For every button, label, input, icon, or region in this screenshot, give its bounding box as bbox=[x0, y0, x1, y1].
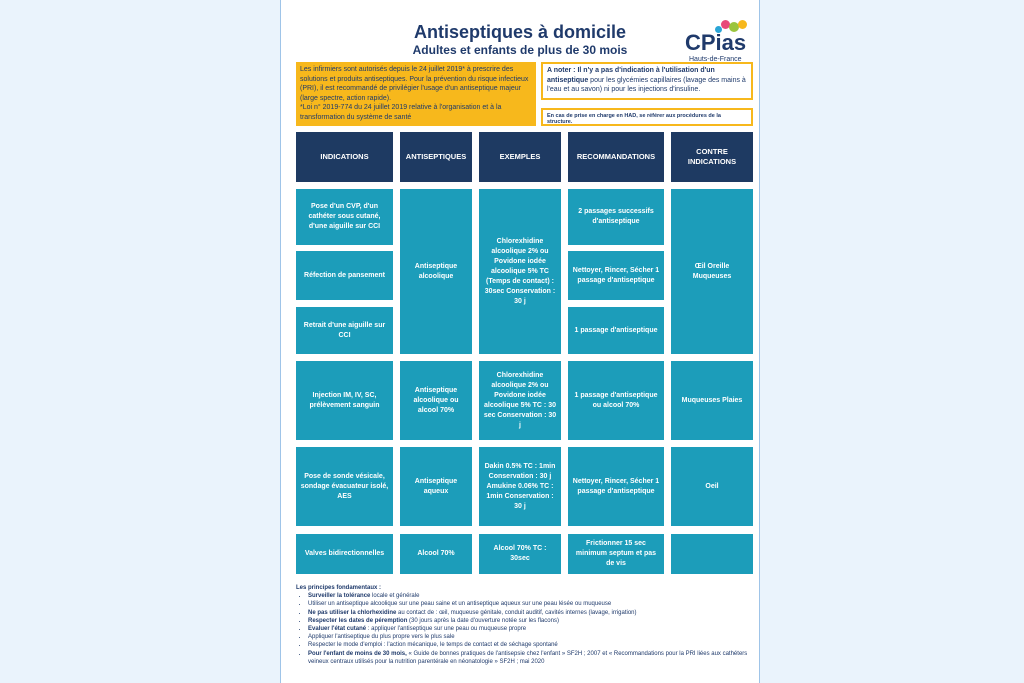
note-bold: pas d'indication à l'utilisation d'un antiseptique bbox=[547, 67, 715, 84]
note-suffix: pour les glycémies capillaires (lavage des mains à l'eau et au savon) ni pour les injections d'insuline. bbox=[547, 76, 746, 93]
cell-r2-exemples: Chlorexhidine alcoolique 2% ou Povidone iodée alcoolique 5% TC : 30 sec Conservation : 30 j bbox=[479, 361, 561, 440]
cell-r1-contre-indication: Œil Oreille Muqueuses bbox=[671, 189, 753, 354]
header-antiseptiques: ANTISEPTIQUES bbox=[400, 132, 472, 182]
document-page bbox=[280, 0, 760, 683]
cpias-logo bbox=[683, 20, 753, 66]
cell-r2-indication: Injection IM, IV, SC, prélèvement sanguin bbox=[296, 361, 393, 440]
cell-r3-contre-indication: Oeil bbox=[671, 447, 753, 526]
cell-r4-indication: Valves bidirectionnelles bbox=[296, 534, 393, 574]
cell-r3-antiseptique: Antiseptique aqueux bbox=[400, 447, 472, 526]
cell-r1-exemples: Chlorexhidine alcoolique 2% ou Povidone iodée alcoolique 5% TC (Temps de contact) : 30sec Conservation : 30 j bbox=[479, 189, 561, 354]
cell-r1-recommandation-c: 1 passage d'antiseptique bbox=[568, 307, 664, 354]
principles-title: Les principes fondamentaux : bbox=[296, 585, 382, 591]
had-box: En cas de prise en charge en HAD, se référer aux procédures de la structure. bbox=[541, 108, 753, 126]
info-box bbox=[296, 62, 536, 126]
note-prefix: A noter : Il n'y a bbox=[547, 67, 601, 74]
cell-r3-indication: Pose de sonde vésicale, sondage évacuateur isolé, AES bbox=[296, 447, 393, 526]
header-indications: INDICATIONS bbox=[296, 132, 393, 182]
info-text: Les infirmiers sont autorisés depuis le 24 juillet 2019* à prescrire des solutions et produits antiseptiques. Pour la prévention du risque infectieux (PRI), il est recommandé de privilégier l'usage d'un antiseptique majeur (large spectre, action rapide). bbox=[300, 66, 529, 102]
header-recommandations: RECOMMANDATIONS bbox=[568, 132, 664, 182]
cell-r4-exemples: Alcool 70% TC : 30sec bbox=[479, 534, 561, 574]
header-contre-indications: CONTRE INDICATIONS bbox=[671, 132, 753, 182]
principles-list bbox=[296, 592, 756, 666]
logo-subtext: Hauts-de-France bbox=[689, 56, 742, 63]
logo-text: CPias bbox=[685, 30, 747, 55]
cell-r1-recommandation-a: 2 passages successifs d'antiseptique bbox=[568, 189, 664, 245]
cell-r3-recommandation: Nettoyer, Rincer, Sécher 1 passage d'antiseptique bbox=[568, 447, 664, 526]
cell-r4-contre-indication bbox=[671, 534, 753, 574]
cell-r4-recommandation: Frictionner 15 sec minimum septum et pas de vis bbox=[568, 534, 664, 574]
page-title: Antiseptiques à domicile bbox=[413, 22, 627, 42]
cell-r1-indication-a: Pose d'un CVP, d'un cathéter sous cutané, d'une aiguille sur CCI bbox=[296, 189, 393, 245]
cell-r3-exemples: Dakin 0.5% TC : 1min Conservation : 30 j Amukine 0.06% TC : 1min Conservation : 30 j bbox=[479, 447, 561, 526]
principle-item: • Appliquer l'antiseptique du plus propre vers le plus sale bbox=[308, 633, 756, 641]
principle-item: • Respecter le mode d'emploi : l'action mécanique, le temps de contact et de séchage spontané bbox=[308, 641, 756, 649]
cell-r1-antiseptique: Antiseptique alcoolique bbox=[400, 189, 472, 354]
principles-section bbox=[296, 584, 756, 666]
principle-item: • Utiliser un antiseptique alcoolique sur une peau saine et un antiseptique aqueux sur une peau lésée ou muqueuse bbox=[308, 600, 756, 608]
page-subtitle: Adultes et enfants de plus de 30 mois bbox=[412, 43, 628, 57]
cell-r1-indication-b: Réfection de pansement bbox=[296, 251, 393, 300]
cell-r1-indication-c: Retrait d'une aiguille sur CCI bbox=[296, 307, 393, 354]
cell-r2-recommandation: 1 passage d'antiseptique ou alcool 70% bbox=[568, 361, 664, 440]
principle-item: • Ne pas utiliser la chlorhexidine au contact de : œil, muqueuse génitale, conduit auditif, cavités internes (lavage, irrigation) bbox=[308, 609, 756, 617]
principle-item: • Surveiller la tolérance locale et générale bbox=[308, 592, 756, 600]
principle-item: • Evaluer l'état cutané : appliquer l'antiseptique sur une peau ou muqueuse propre bbox=[308, 625, 756, 633]
info-note: *Loi n° 2019-774 du 24 juillet 2019 relative à l'organisation et à la transformation du système de santé bbox=[300, 104, 502, 121]
note-box bbox=[541, 62, 753, 100]
cell-r4-antiseptique: Alcool 70% bbox=[400, 534, 472, 574]
cell-r1-recommandation-b: Nettoyer, Rincer, Sécher 1 passage d'antiseptique bbox=[568, 251, 664, 300]
cell-r2-antiseptique: Antiseptique alcoolique ou alcool 70% bbox=[400, 361, 472, 440]
header-exemples: EXEMPLES bbox=[479, 132, 561, 182]
cell-r2-contre-indication: Muqueuses Plaies bbox=[671, 361, 753, 440]
principle-item: • Respecter les dates de péremption (30 jours après la date d'ouverture notée sur les flacons) bbox=[308, 617, 756, 625]
principle-item: • Pour l'enfant de moins de 30 mois, « Guide de bonnes pratiques de l'antisepsie chez l'enfant » SF2H ; 2007 et « Recommandations pour la PRI liées aux cathéters veineux centraux utilisés pour la nutrition parentérale en néonatologie » SF2H ; mai 2020 bbox=[308, 650, 756, 666]
